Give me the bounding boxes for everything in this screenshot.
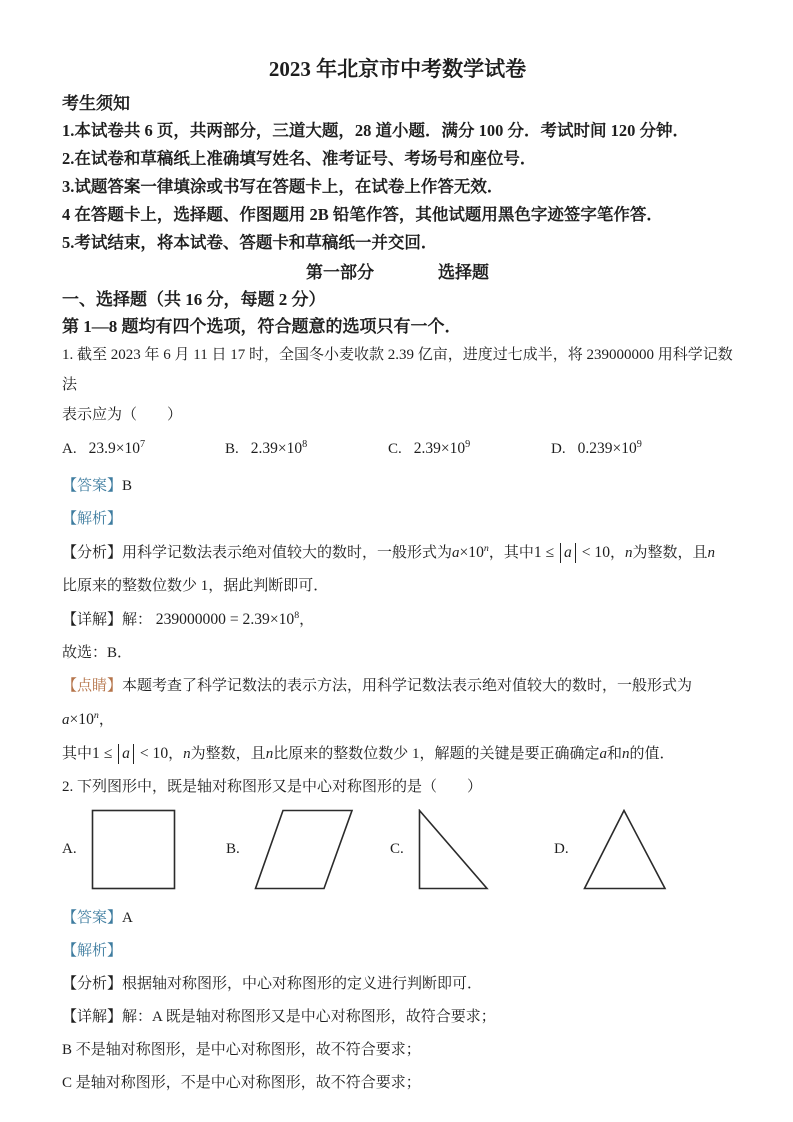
q1-option-d-base: 0.239×10 <box>577 440 637 458</box>
q2-answer-line <box>62 902 733 935</box>
section-title: 一、选择题（共 16 分，每题 2 分） <box>62 290 326 309</box>
q1-jiexi-line <box>62 503 733 536</box>
notice-item-2: 2.在试卷和草稿纸上准确填写姓名、准考证号、考场号和座位号． <box>62 149 537 168</box>
parallelogram-shape <box>254 809 354 890</box>
square-shape <box>91 809 176 890</box>
q1-analysis-line1: 【分析】用科学记数法表示绝对值较大的数时，一般形式为$a\times 10^n$，其中1 ≤ a < 10，n为整数，且n <box>62 543 716 561</box>
q1-option-a-base: 23.9×10 <box>88 440 140 458</box>
q1-option-b <box>225 439 388 458</box>
q1-answer-line <box>62 470 733 503</box>
q1-answer-value: B <box>122 478 133 494</box>
q1-stem-line2: 表示应为（ ） <box>62 407 183 423</box>
notice-item-1: 1.本试卷共 6 页，共两部分，三道大题，28 道小题．满分 100 分．考试时间 120 分钟． <box>62 121 689 140</box>
q1-option-b-label: B. <box>225 440 239 457</box>
q2-jiexi-tag: 【解析】 <box>62 943 123 959</box>
q2-option-c-label: C. <box>390 840 404 857</box>
q1-stem-line1: 1. 截至 2023 年 6 月 11 日 17 时，全国冬小麦收款 2.39 亿亩，进度过七成半，将 239000000 用科学记数法 <box>62 347 733 393</box>
q2-answer-tag: 【答案】 <box>62 910 123 926</box>
q2-option-b <box>226 809 390 890</box>
page-title: 2023 年北京市中考数学试卷 <box>268 57 527 81</box>
q1-option-c-value <box>414 439 470 458</box>
notice-item-4: 4 在答题卡上，选择题、作图题用 2B 铅笔作答，其他试题用黑色字迹签字笔作答． <box>62 205 663 224</box>
q1-dianjing-line2: 其中1 ≤ a < 10，n为整数，且n比原来的整数位数少 1，解题的关键是要正确确定a和n的值． <box>62 745 675 762</box>
notice-item-3: 3.试题答案一律填涂或书写在答题卡上，在试卷上作答无效． <box>62 177 504 196</box>
q1-option-d-value <box>578 439 642 458</box>
q1-option-d <box>551 439 714 458</box>
q1-option-c <box>388 439 551 458</box>
q2-option-d-label: D. <box>554 840 569 857</box>
q1-detail-line: 【详解】解： $239000000 = 2.39\times 10^8$， <box>62 610 315 628</box>
q1-option-d-label: D. <box>551 440 566 457</box>
q1-option-a-exp: 7 <box>139 439 146 451</box>
q2-jiexi-line <box>62 935 733 968</box>
q2-option-c <box>390 809 554 890</box>
q1-option-b-base: 2.39×10 <box>250 440 303 458</box>
section-note: 第 1—8 题均有四个选项，符合题意的选项只有一个． <box>62 317 462 336</box>
q1-answer-tag: 【答案】 <box>62 478 123 494</box>
q1-option-c-base: 2.39×10 <box>413 440 466 458</box>
q1-option-c-label: C. <box>388 440 402 457</box>
q1-option-d-exp: 9 <box>636 439 642 451</box>
part-header-left: 第一部分 <box>306 263 374 282</box>
q1-jiexi-tag: 【解析】 <box>62 511 123 527</box>
q1-conclusion-line: 故选：B． <box>62 645 133 661</box>
isosceles-triangle-shape <box>583 809 668 890</box>
q1-option-a-label: A. <box>62 440 77 457</box>
q2-detail-line2: B 不是轴对称图形，是中心对称图形，故不符合要求； <box>62 1042 421 1058</box>
q2-analysis-line: 【分析】根据轴对称图形，中心对称图形的定义进行判断即可． <box>62 976 483 992</box>
q2-option-a-label: A. <box>62 840 77 857</box>
q1-analysis-line2: 比原来的整数位数少 1，据此判断即可． <box>62 578 329 594</box>
q2-detail-line1: 【详解】解：A 既是轴对称图形又是中心对称图形，故符合要求； <box>62 1009 496 1025</box>
q1-options <box>62 437 733 461</box>
q2-option-a <box>62 809 226 890</box>
q2-answer-value: A <box>122 910 133 926</box>
q1-option-a-value <box>89 439 145 458</box>
part-header-right: 选择题 <box>438 263 489 282</box>
right-triangle-shape <box>418 809 490 890</box>
notice-heading: 考生须知 <box>62 94 130 113</box>
q2-option-b-label: B. <box>226 840 240 857</box>
q1-option-a <box>62 439 225 458</box>
q2-option-d <box>554 809 718 890</box>
q1-option-b-value <box>251 439 307 458</box>
q2-stem: 2. 下列图形中，既是轴对称图形又是中心对称图形的是（ ） <box>62 779 483 795</box>
q1-option-b-exp: 8 <box>302 439 308 451</box>
q2-detail-line3: C 是轴对称图形，不是中心对称图形，故不符合要求； <box>62 1075 421 1091</box>
part-header <box>62 259 733 286</box>
notice-item-5: 5.考试结束，将本试卷、答题卡和草稿纸一并交回． <box>62 233 438 252</box>
q2-options <box>62 808 733 890</box>
q1-dianjing-line1: 【点睛】本题考查了科学记数法的表示方法，用科学记数法表示绝对值较大的数时，一般形式为$a\times 10^n$， <box>62 678 693 728</box>
q1-option-c-exp: 9 <box>465 439 471 451</box>
